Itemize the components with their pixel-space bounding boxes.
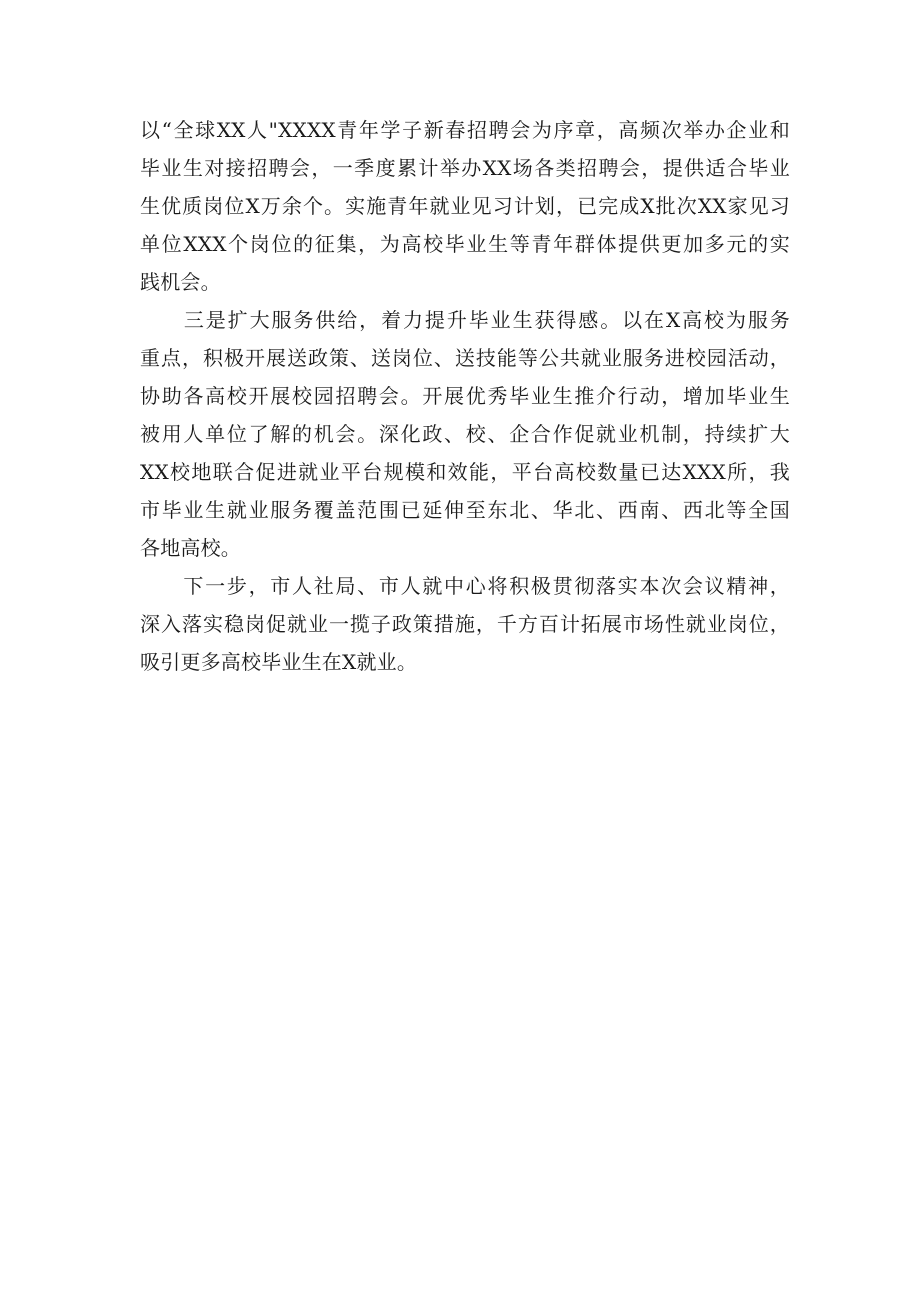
paragraph-2 [140,301,790,567]
text-line: 三是扩大服务供给，着力提升毕业生获得感。以在X高校为服务 [140,308,790,332]
text-line: 单位XXX个岗位的征集，为高校毕业生等青年群体提供更加多元的实 [140,232,790,256]
text-line: 生优质岗位X万余个。实施青年就业见习计划，已完成X批次XX家见习 [140,194,790,218]
text-line: 重点，积极开展送政策、送岗位、送技能等公共就业服务进校园活动， [140,346,790,370]
paragraph-1 [140,111,790,301]
text-line: 毕业生对接招聘会，一季度累计举办XX场各类招聘会，提供适合毕业 [140,156,790,180]
text-line: 各地高校。 [140,536,241,560]
text-line: 吸引更多高校毕业生在X就业。 [140,650,418,674]
text-line: 以“全球XX人"XXXX青年学子新春招聘会为序章，高频次举办企业和 [140,118,790,142]
text-line: 市毕业生就业服务覆盖范围已延伸至东北、华北、西南、西北等全国 [140,498,790,522]
text-line: 深入落实稳岗促就业一揽子政策措施，千方百计拓展市场性就业岗位， [140,612,790,636]
text-line: 下一步，市人社局、市人就中心将积极贯彻落实本次会议精神， [140,574,790,598]
text-line: 践机会。 [140,270,221,294]
text-line: 协助各高校开展校园招聘会。开展优秀毕业生推介行动，增加毕业生 [140,384,790,408]
text-line: 被用人单位了解的机会。深化政、校、企合作促就业机制，持续扩大 [140,422,790,446]
paragraph-3 [140,567,790,681]
text-line: XX校地联合促进就业平台规模和效能，平台高校数量已达XXX所，我 [140,460,790,484]
document-body [140,111,790,681]
